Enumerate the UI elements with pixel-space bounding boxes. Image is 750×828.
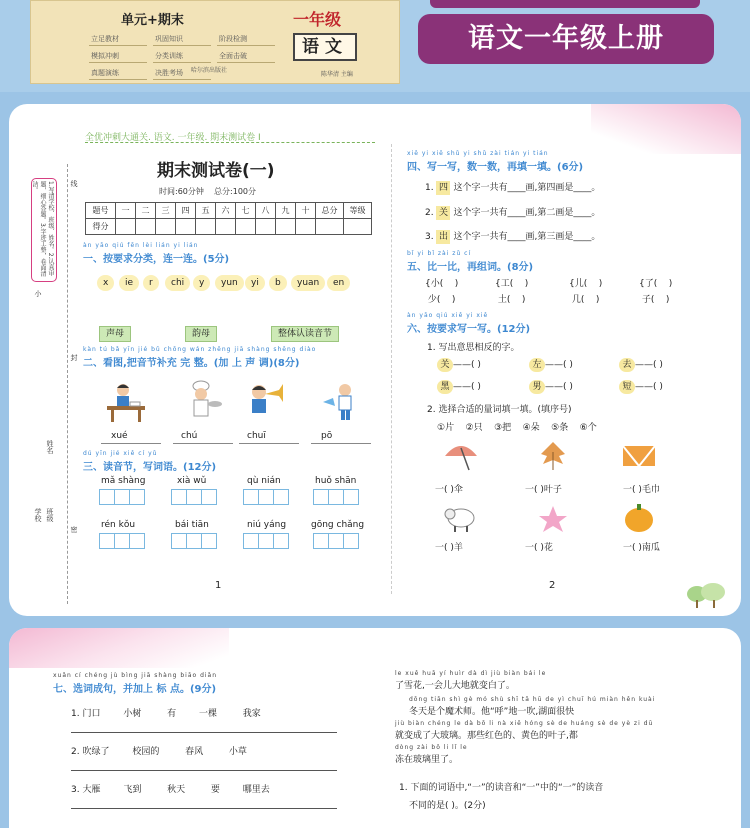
word: 小树	[123, 709, 142, 719]
banner-title: 语文一年级上册	[418, 14, 714, 64]
paren-close: )	[451, 295, 456, 305]
pinyin-line: xuǎn cí chéng jù bìng jiā shàng biāo diǎn	[53, 672, 218, 679]
measure-fill[interactable]: 一( )南瓜	[623, 543, 660, 553]
section-2-heading	[83, 346, 316, 369]
top-banner	[0, 0, 750, 92]
passage-text: 冻在玻璃里了。	[395, 755, 459, 765]
sub-question: 1. 写出意思相反的字。	[427, 343, 520, 353]
name-label: 姓名	[46, 440, 54, 454]
binding-label-seal: 封	[70, 354, 78, 361]
sub-question: 2. 选择合适的量词填一填。(填序号)	[427, 405, 572, 415]
unit-label: 单元+期末	[121, 13, 184, 28]
editor: 陈华清 主编	[321, 71, 353, 78]
pinyin-line: àn yāo qiú xiě yi xiě	[407, 312, 489, 319]
exam-spread-page	[9, 104, 741, 616]
passage-line	[395, 670, 546, 691]
antonym-item[interactable]	[529, 358, 573, 372]
question-number: 2.	[425, 208, 434, 218]
passage-text: 冬天是个魔术师。他“呼”地一吹,湖面很快	[409, 707, 575, 717]
blossom-decoration	[591, 104, 741, 154]
pair-char: 土(	[497, 295, 511, 305]
measure-fill[interactable]: 一( )毛巾	[623, 485, 660, 495]
chef-picture	[179, 380, 225, 422]
pinyin-line: xiě yi xiě shǔ yi shǔ zài tián yi tián	[407, 150, 549, 157]
writing-grid[interactable]	[313, 533, 358, 549]
syllable-word: mǎ shàng	[101, 476, 146, 486]
syllable-word: niú yáng	[247, 520, 287, 530]
score-cell[interactable]	[276, 219, 296, 235]
score-cell[interactable]	[344, 219, 372, 235]
word-row	[71, 782, 270, 795]
section-5-heading	[407, 250, 533, 273]
watering-picture	[315, 380, 361, 422]
antonym-char: 黑	[437, 380, 453, 394]
compare-pair[interactable]: {了( ) 子( )	[639, 279, 673, 305]
word: 春风	[185, 747, 204, 757]
score-cell[interactable]	[136, 219, 156, 235]
passage-line	[395, 744, 468, 765]
question-number: 3.	[425, 232, 434, 242]
passage-text: 就变成了大玻璃。那些红色的、黄色的叶子,都	[395, 731, 578, 741]
word: 哪里去	[242, 785, 270, 795]
syllable-word: qù nián	[247, 476, 281, 486]
syllable-bubble[interactable]: x	[97, 275, 114, 291]
writing-grid[interactable]	[243, 489, 288, 505]
section-title: 五、比一比，再组词。(8分)	[407, 262, 534, 273]
question-number: 1.	[425, 183, 434, 193]
exam-title: 期末测试卷(一)	[157, 161, 275, 181]
publisher: 哈尔滨出版社	[191, 67, 228, 74]
table-cell: 总分	[316, 203, 344, 219]
antonym-item[interactable]	[529, 380, 573, 394]
score-table	[85, 202, 372, 235]
table-cell: 一	[116, 203, 136, 219]
section-title: 六、按要求写一写。(12分)	[407, 324, 531, 335]
word: 飞到	[123, 785, 142, 795]
compare-pair[interactable]: {儿( ) 几( )	[569, 279, 603, 305]
syllable-word: huǒ shān	[315, 476, 357, 486]
antonym-item[interactable]	[619, 380, 663, 394]
writing-grid[interactable]	[99, 533, 144, 549]
word: 3. 大雁	[71, 785, 101, 795]
antonym-char: 关	[437, 358, 453, 372]
section-title: 一、按要求分类，连一连。(5分)	[83, 254, 230, 265]
pinyin-line: àn yāo qiú fēn lèi lián yi lián	[83, 242, 199, 249]
antonym-char: 左	[529, 358, 545, 372]
section-title: 四、写一写，数一数，再填一填。(6分)	[407, 162, 584, 173]
binding-label-secret: 密	[70, 526, 78, 533]
table-row	[86, 203, 372, 219]
pinyin-line: bǐ yi bǐ zài zǔ cí	[407, 250, 472, 257]
book-cover	[30, 0, 400, 84]
page-header: 全优冲刺大通关. 语文. 一年级. 期末测试卷 I	[85, 133, 261, 143]
table-cell: 六	[216, 203, 236, 219]
passage-line	[409, 696, 655, 717]
question-text: 这个字一共有____画,第二画是____。	[453, 208, 601, 218]
writing-grid[interactable]	[313, 489, 358, 505]
section-title: 七、选词成句，并加上 标 点。(9分)	[53, 684, 217, 695]
word-row	[71, 706, 261, 719]
antonym-char: 男	[529, 380, 545, 394]
option: ⑥个	[579, 423, 597, 433]
table-cell: 二	[136, 203, 156, 219]
school-label: 学校	[34, 508, 42, 522]
category-box[interactable]: 韵母	[185, 326, 217, 342]
compare-pair[interactable]: {工( ) 土( )	[495, 279, 529, 305]
answer-line[interactable]	[173, 443, 233, 444]
pinyin-answer: chuī	[247, 431, 266, 441]
answer-line[interactable]	[71, 732, 337, 733]
section-1-heading	[83, 242, 229, 265]
next-spread-page	[9, 628, 741, 828]
writing-grid[interactable]	[99, 489, 144, 505]
table-cell: 等级	[344, 203, 372, 219]
answer-line[interactable]	[71, 770, 337, 771]
leaf-picture	[535, 440, 571, 472]
syllable-bubble[interactable]: yi	[245, 275, 265, 291]
section-4-heading	[407, 150, 583, 173]
word: 要	[210, 785, 220, 795]
tree-decoration	[683, 582, 729, 608]
trumpet-player-picture	[243, 380, 289, 422]
syllable-bubble[interactable]: yuan	[291, 275, 325, 291]
table-cell: 八	[256, 203, 276, 219]
score-cell[interactable]	[256, 219, 276, 235]
section-title: 三、读音节，写词语。(12分)	[83, 462, 217, 473]
pinyin-line: kàn tú bǎ yīn jié bǔ chōng wán zhěng jiā shàng shēng diào	[83, 346, 317, 353]
measure-fill[interactable]: 一( )伞	[435, 485, 463, 495]
paren-close: )	[668, 279, 673, 289]
stroke-question	[425, 205, 600, 220]
cover-tag: 分类训练	[153, 50, 211, 63]
measure-fill[interactable]: 一( )花	[525, 543, 553, 553]
score-cell[interactable]	[216, 219, 236, 235]
pair-char: 几(	[571, 295, 585, 305]
pair-char: 儿(	[574, 279, 588, 289]
pinyin-line: dòng zài bō li lǐ le	[395, 744, 468, 751]
score-cell[interactable]	[196, 219, 216, 235]
cover-tag: 真题演练	[89, 67, 147, 80]
binding-line	[67, 164, 68, 604]
syllable-bubble[interactable]: y	[193, 275, 210, 291]
cover-tag: 决胜考场	[153, 67, 211, 80]
table-cell: 四	[176, 203, 196, 219]
pinyin-line: jiù biàn chéng le dà bō li nà xiē hóng sè de huáng sè de yè zi dū	[395, 720, 654, 727]
umbrella-picture	[443, 440, 479, 472]
binding-label-line: 线	[70, 180, 78, 187]
measure-word-options	[437, 420, 597, 433]
question-text: 这个字一共有____画,第四画是____。	[453, 183, 601, 193]
answer-blank: ——( )	[635, 382, 663, 392]
table-cell: 五	[196, 203, 216, 219]
syllable-bubble[interactable]: chi	[165, 275, 190, 291]
table-cell: 题号	[86, 203, 116, 219]
score-cell[interactable]	[296, 219, 316, 235]
cover-tag: 模拟冲刺	[89, 50, 147, 63]
cover-tag: 巩固知识	[153, 33, 211, 46]
grade-label: 一年级	[293, 10, 342, 29]
word: 秋天	[167, 785, 186, 795]
pair-char: 了(	[644, 279, 658, 289]
answer-blank: ——( )	[453, 360, 481, 370]
sheep-picture	[443, 502, 479, 534]
option: ②只	[465, 423, 483, 433]
answer-line[interactable]	[239, 443, 299, 444]
pumpkin-picture	[621, 502, 657, 534]
word: 有	[167, 709, 177, 719]
section-title: 二、看图,把音节补充 完 整。(加 上 声 调)(8分)	[83, 358, 300, 369]
syllable-bubble[interactable]: r	[143, 275, 159, 291]
syllable-word: gōng chǎng	[311, 520, 365, 530]
header-rule	[85, 142, 375, 143]
score-cell[interactable]	[156, 219, 176, 235]
target-character: 出	[436, 230, 450, 244]
reading-question[interactable]: 不同的是( )。(2分)	[409, 801, 486, 811]
option: ⑤条	[551, 423, 569, 433]
pinyin-line: dōng tiān shì gè mó shù shī tā hū de yì chuī hú miàn hěn kuài	[409, 696, 656, 703]
pinyin-answer: xué	[111, 431, 128, 441]
pinyin-line: le xuě huā yí huìr dà dì jiù biàn bái le	[395, 670, 547, 677]
paren-close: )	[521, 295, 526, 305]
paren-close: )	[598, 279, 603, 289]
syllable-bubble[interactable]: yun	[215, 275, 244, 291]
cover-tag: 阶段检测	[217, 33, 275, 46]
section-3-heading	[83, 450, 216, 473]
passage-line	[395, 720, 653, 741]
class-label: 班级	[46, 508, 54, 522]
exam-notice: 1.写清学校、班级、姓名。2.认真审题，细心答题。3.字迹工整，卷面清洁。	[31, 178, 57, 282]
measure-fill[interactable]: 一( )羊	[435, 543, 463, 553]
word: 2. 吹绿了	[71, 747, 110, 757]
target-character: 四	[436, 181, 450, 195]
score-cell[interactable]	[316, 219, 344, 235]
option: ①片	[437, 423, 455, 433]
pair-char: 工(	[500, 279, 514, 289]
writing-grid[interactable]	[171, 489, 216, 505]
measure-fill[interactable]: 一( )叶子	[525, 485, 562, 495]
score-cell[interactable]	[236, 219, 256, 235]
page-divider	[391, 144, 392, 594]
syllable-word: rén kǒu	[101, 520, 136, 530]
answer-blank: ——( )	[453, 382, 481, 392]
pair-char: 子(	[641, 295, 655, 305]
category-box[interactable]: 整体认读音节	[271, 326, 339, 342]
antonym-item[interactable]	[619, 358, 663, 372]
student-studying-picture	[103, 380, 149, 422]
table-cell: 七	[236, 203, 256, 219]
category-box[interactable]: 声母	[99, 326, 131, 342]
answer-blank: ——( )	[635, 360, 663, 370]
paren-close: )	[595, 295, 600, 305]
answer-blank: ——( )	[545, 382, 573, 392]
score-cell[interactable]	[176, 219, 196, 235]
paren-close: )	[524, 279, 529, 289]
word: 一棵	[199, 709, 218, 719]
syllable-word: xià wǔ	[177, 476, 207, 486]
question-text: 这个字一共有____画,第三画是____。	[453, 232, 601, 242]
option: ③把	[494, 423, 512, 433]
table-row	[86, 219, 372, 235]
answer-line[interactable]	[311, 443, 371, 444]
table-cell: 十	[296, 203, 316, 219]
writing-grid[interactable]	[243, 533, 288, 549]
cover-tag: 全面击破	[217, 50, 275, 63]
antonym-item[interactable]	[437, 358, 481, 372]
towel-picture	[621, 440, 657, 472]
reading-question: 1. 下面的词语中,“一”的读音和“一”中的“一”的读音	[399, 783, 604, 793]
answer-line[interactable]	[101, 443, 161, 444]
compare-pair[interactable]: {小( ) 少( )	[425, 279, 459, 305]
stroke-question	[425, 180, 600, 195]
flower-picture	[535, 502, 571, 534]
exam-time	[159, 186, 256, 197]
section-6-heading	[407, 312, 530, 335]
passage-text: 了雪花,一会儿大地就变白了。	[395, 681, 515, 691]
word: 校园的	[132, 747, 160, 757]
word: 我家	[242, 709, 261, 719]
answer-line[interactable]	[71, 808, 337, 809]
syllable-word: bái tiān	[175, 520, 209, 530]
target-character: 关	[436, 206, 450, 220]
paren-close: )	[454, 279, 459, 289]
syllable-bubble[interactable]: ie	[119, 275, 139, 291]
cover-tags	[86, 31, 286, 82]
stroke-question	[425, 229, 600, 244]
cover-tag: 立足教材	[89, 33, 147, 46]
table-cell: 得分	[86, 219, 116, 235]
total-value: 总分:100分	[214, 187, 257, 196]
antonym-item[interactable]	[437, 380, 481, 394]
side-small: 小	[34, 290, 42, 297]
syllable-bubble[interactable]: en	[327, 275, 350, 291]
blossom-decoration	[9, 628, 229, 668]
pinyin-line: dú yīn jié xiě cí yǔ	[83, 450, 158, 457]
time-value: 时间:60分钟	[159, 187, 204, 196]
subject-label: 语文	[293, 33, 357, 61]
writing-grid[interactable]	[171, 533, 216, 549]
syllable-bubble[interactable]: b	[269, 275, 287, 291]
page-number: 1	[215, 580, 222, 591]
option: ④朵	[522, 423, 540, 433]
word-row	[71, 744, 247, 757]
page-number: 2	[549, 580, 556, 591]
antonym-char: 去	[619, 358, 635, 372]
pair-char: 少(	[427, 295, 441, 305]
answer-blank: ——( )	[545, 360, 573, 370]
pinyin-answer: chú	[181, 431, 198, 441]
word: 小草	[228, 747, 247, 757]
title-strip	[430, 0, 700, 8]
pair-char: 小(	[430, 279, 444, 289]
table-cell: 三	[156, 203, 176, 219]
paren-close: )	[665, 295, 670, 305]
pinyin-answer: pō	[321, 431, 333, 441]
section-7-heading	[53, 672, 217, 695]
word: 1. 门口	[71, 709, 101, 719]
table-cell: 九	[276, 203, 296, 219]
antonym-char: 短	[619, 380, 635, 394]
score-cell[interactable]	[116, 219, 136, 235]
